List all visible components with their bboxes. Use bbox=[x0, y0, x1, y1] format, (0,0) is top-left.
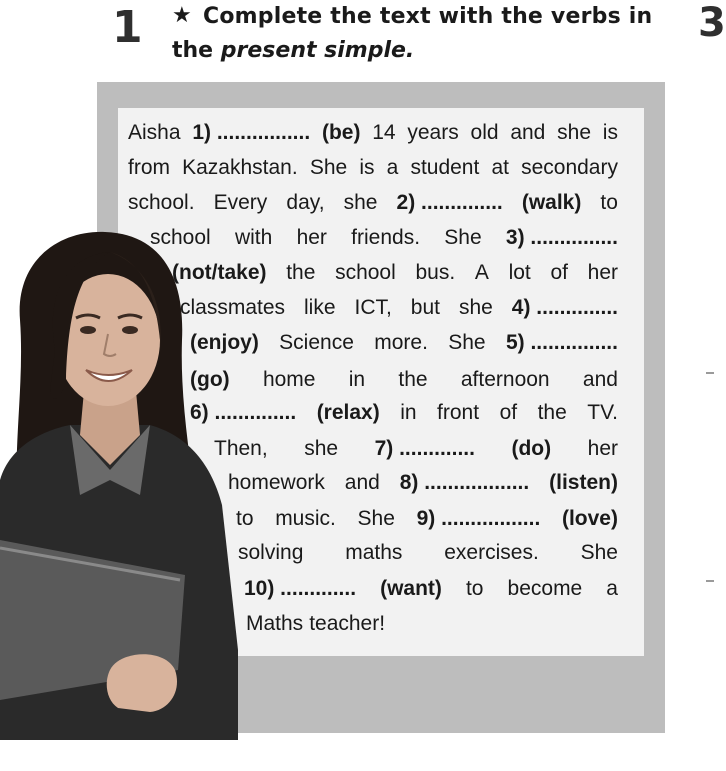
text-word: a bbox=[386, 156, 399, 179]
instruction-emphasis: present simple. bbox=[220, 38, 415, 63]
text-word: afternoon bbox=[460, 368, 550, 391]
text-line bbox=[246, 609, 618, 639]
student-illustration bbox=[0, 230, 250, 740]
text-line bbox=[190, 398, 618, 428]
text-word: ICT, bbox=[354, 296, 392, 319]
text-word: She bbox=[357, 507, 395, 530]
text-word: with bbox=[234, 226, 273, 249]
text-word: like bbox=[304, 296, 336, 319]
instruction-line-1: Complete the text with the verbs in bbox=[203, 4, 653, 29]
text-line bbox=[128, 153, 618, 183]
text-word: 9) ................. bbox=[416, 507, 541, 530]
text-word: but bbox=[410, 296, 440, 319]
edge-mark bbox=[706, 580, 714, 582]
text-word: more. bbox=[374, 331, 428, 354]
text-word: solving bbox=[238, 541, 304, 564]
text-word: 10) ............. bbox=[244, 577, 357, 600]
text-word: home bbox=[262, 368, 316, 391]
text-word: teacher! bbox=[309, 612, 386, 635]
text-word: to bbox=[236, 507, 254, 530]
text-word: of bbox=[550, 261, 568, 284]
text-line bbox=[238, 538, 618, 568]
instruction-line-2 bbox=[172, 38, 414, 63]
text-word: (want) bbox=[380, 577, 442, 600]
text-word: TV. bbox=[587, 401, 618, 424]
text-word: She bbox=[444, 226, 482, 249]
text-line bbox=[236, 504, 618, 534]
text-word: (do) bbox=[511, 437, 552, 460]
text-word: is bbox=[602, 121, 618, 144]
text-word: day, bbox=[286, 191, 325, 214]
text-word: and bbox=[582, 368, 618, 391]
text-word: She bbox=[309, 156, 348, 179]
text-line bbox=[128, 118, 618, 148]
text-word: (relax) bbox=[316, 401, 380, 424]
text-word: of bbox=[499, 401, 518, 424]
text-word: she bbox=[458, 296, 493, 319]
text-word: become bbox=[507, 577, 583, 600]
text-word: Maths bbox=[246, 612, 304, 635]
text-word: years bbox=[407, 121, 459, 144]
text-word: 3) ............... bbox=[505, 226, 618, 249]
text-word: her bbox=[587, 437, 618, 460]
text-word: She bbox=[448, 331, 486, 354]
text-line bbox=[244, 574, 618, 604]
text-word: friends. bbox=[351, 226, 421, 249]
text-word: (love) bbox=[561, 507, 618, 530]
text-word: is bbox=[359, 156, 375, 179]
text-word: (enjoy) bbox=[190, 331, 259, 354]
text-word: the bbox=[286, 261, 316, 284]
text-word: she bbox=[343, 191, 378, 214]
text-word: school. bbox=[128, 191, 195, 214]
text-word: in bbox=[400, 401, 417, 424]
text-word: and bbox=[344, 471, 380, 494]
text-word: school bbox=[150, 226, 211, 249]
text-word: to bbox=[600, 191, 618, 214]
text-word: 4) .............. bbox=[511, 296, 618, 319]
text-word: (be) bbox=[321, 121, 361, 144]
text-word: 7) ............. bbox=[374, 437, 475, 460]
exercise-number: 1 bbox=[112, 2, 143, 53]
text-word: her bbox=[587, 261, 618, 284]
text-word: 1) ................ bbox=[192, 121, 311, 144]
text-word: A bbox=[474, 261, 489, 284]
text-word: 2) .............. bbox=[396, 191, 503, 214]
text-word: Science bbox=[279, 331, 354, 354]
text-word: lot bbox=[508, 261, 531, 284]
text-word: the bbox=[398, 368, 428, 391]
instruction-prefix: the bbox=[172, 38, 214, 63]
text-word: 5) ............... bbox=[505, 331, 618, 354]
text-word: (listen) bbox=[549, 471, 618, 494]
text-word: a bbox=[606, 577, 618, 600]
text-word: front bbox=[437, 401, 480, 424]
text-word: to bbox=[465, 577, 484, 600]
edge-mark bbox=[706, 372, 714, 374]
text-word: and bbox=[510, 121, 546, 144]
text-line bbox=[128, 188, 618, 218]
text-word: homework bbox=[228, 471, 325, 494]
text-word: bus. bbox=[415, 261, 456, 284]
star-icon: ★ bbox=[172, 2, 192, 27]
text-word: Then, bbox=[214, 437, 268, 460]
text-word: Aisha bbox=[128, 121, 181, 144]
text-word: from bbox=[128, 156, 170, 179]
text-word: in bbox=[348, 368, 366, 391]
text-word: (go) bbox=[190, 368, 230, 391]
text-word: secondary bbox=[521, 156, 618, 179]
text-word: 8) .................. bbox=[399, 471, 530, 494]
text-line bbox=[190, 328, 618, 358]
text-word: school bbox=[335, 261, 396, 284]
text-word: (walk) bbox=[521, 191, 582, 214]
text-word: at bbox=[491, 156, 509, 179]
text-word: her bbox=[296, 226, 327, 249]
text-word: 6) .............. bbox=[190, 401, 297, 424]
text-word: (not/take) bbox=[172, 261, 267, 284]
text-word: classmates bbox=[180, 296, 286, 319]
text-word: Every bbox=[213, 191, 268, 214]
text-word: music. bbox=[275, 507, 336, 530]
text-line bbox=[228, 468, 618, 498]
text-word: exercises. bbox=[444, 541, 539, 564]
text-word: old bbox=[470, 121, 499, 144]
text-word: She bbox=[580, 541, 618, 564]
text-word: Kazakhstan. bbox=[182, 156, 298, 179]
text-line bbox=[190, 365, 618, 395]
next-exercise-number: 3 bbox=[698, 0, 726, 46]
text-word: 14 bbox=[372, 121, 396, 144]
text-word: maths bbox=[345, 541, 403, 564]
text-line bbox=[214, 434, 618, 464]
text-word: she bbox=[557, 121, 592, 144]
text-word: the bbox=[537, 401, 567, 424]
text-word: student bbox=[410, 156, 480, 179]
text-word: she bbox=[304, 437, 339, 460]
